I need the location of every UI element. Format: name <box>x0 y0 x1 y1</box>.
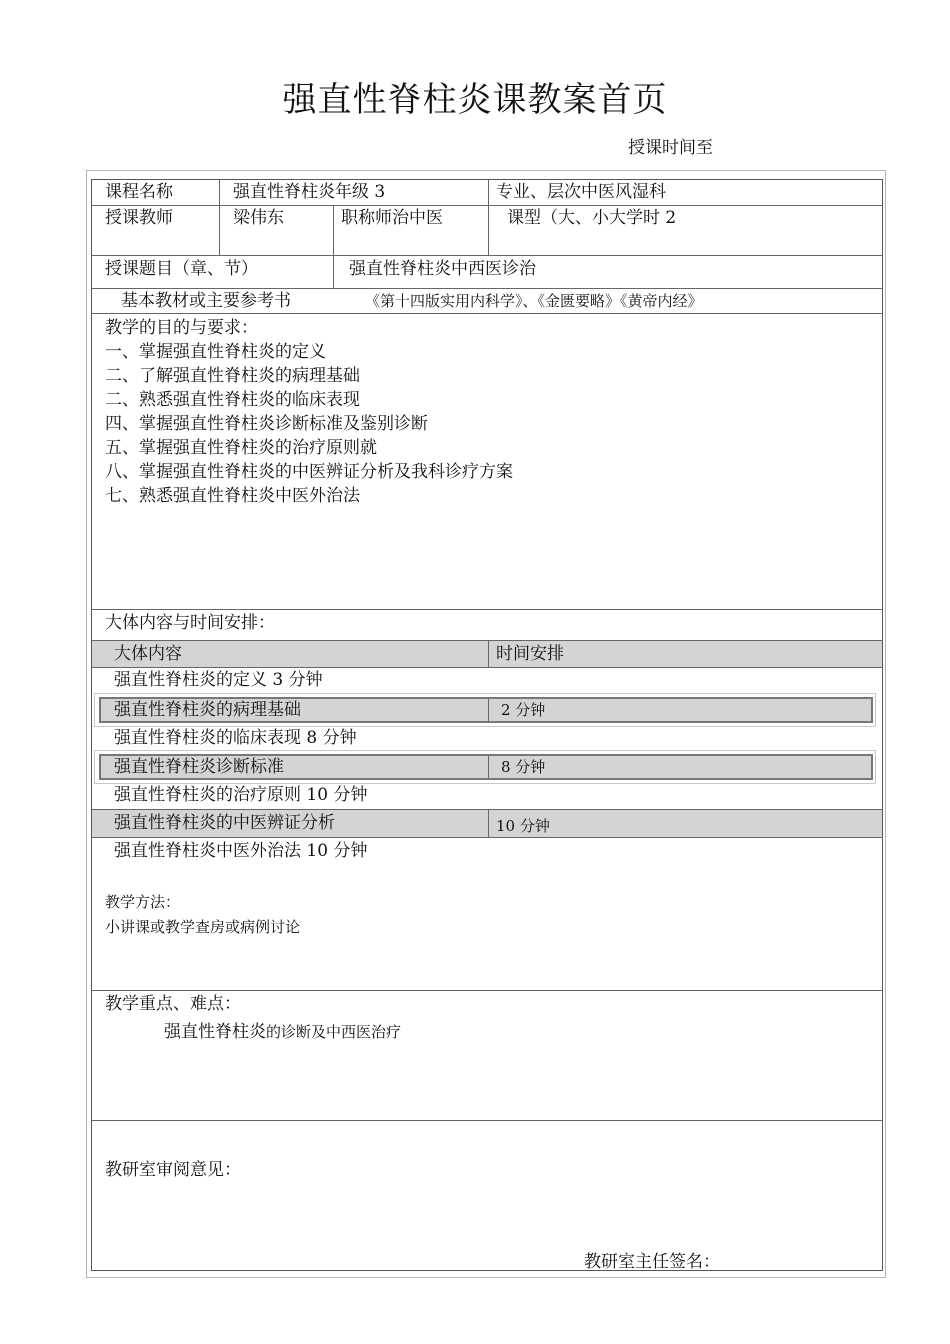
col-divider <box>488 699 489 721</box>
row-divider <box>91 313 883 314</box>
row-divider <box>91 255 883 256</box>
col-header-time: 时间安排 <box>496 644 564 664</box>
schedule-row-content: 强直性脊柱炎的中医辨证分析 <box>114 813 335 833</box>
objective-item: 四、掌握强直性脊柱炎诊断标准及鉴别诊断 <box>105 414 428 434</box>
row-divider <box>91 609 883 610</box>
course-type-label: 课型（大、小大学时 2 <box>507 208 677 228</box>
course-name-value: 强直性脊柱炎年级 3 <box>233 182 386 202</box>
teach-time-label: 授课时间至 <box>628 138 713 158</box>
method-value: 小讲课或教学查房或病例讨论 <box>105 918 301 936</box>
reference-value: 《第十四版实用内科学》、《金匮要略》《黄帝内经》 <box>365 292 703 310</box>
row-divider <box>91 288 883 289</box>
col-divider <box>333 255 334 288</box>
teacher-label: 授课教师 <box>105 208 173 228</box>
objectives-heading: 教学的目的与要求： <box>105 318 258 338</box>
topic-value: 强直性脊柱炎中西医诊治 <box>349 259 536 279</box>
row-divider <box>91 990 883 991</box>
col-divider <box>219 179 220 255</box>
row-divider <box>91 837 883 838</box>
col-divider <box>488 179 489 255</box>
key-points-main: 强直性脊柱炎 <box>164 1022 266 1042</box>
objective-item: 八、掌握强直性脊柱炎的中医辨证分析及我科诊疗方案 <box>105 462 513 482</box>
row-divider <box>91 667 883 668</box>
schedule-header-row <box>92 641 882 667</box>
method-heading: 教学方法： <box>105 893 181 911</box>
objective-item: 五、掌握强直性脊柱炎的治疗原则就 <box>105 438 377 458</box>
topic-label: 授课题目（章、节） <box>105 259 258 279</box>
schedule-row-content: 强直性脊柱炎的临床表现 8 分钟 <box>114 728 357 748</box>
reference-label: 基本教材或主要参考书 <box>121 291 291 311</box>
schedule-row-content: 强直性脊柱炎的定义 3 分钟 <box>114 670 323 690</box>
key-points-rest: 的诊断及中西医治疗 <box>266 1023 402 1041</box>
row-divider <box>91 205 883 206</box>
schedule-row-content: 强直性脊柱炎的病理基础 <box>114 700 301 720</box>
col-divider <box>488 756 489 778</box>
objective-item: 一、掌握强直性脊柱炎的定义 <box>105 342 326 362</box>
review-heading: 教研室审阅意见： <box>105 1160 241 1180</box>
objective-item: 二、了解强直性脊柱炎的病理基础 <box>105 366 360 386</box>
director-signature-label: 教研室主任签名： <box>584 1252 720 1272</box>
col-header-content: 大体内容 <box>114 644 182 664</box>
objective-item: 二、熟悉强直性脊柱炎的临床表现 <box>105 390 360 410</box>
schedule-row-time: 2 分钟 <box>501 701 546 719</box>
teacher-value: 梁伟东 <box>233 208 284 228</box>
schedule-heading: 大体内容与时间安排： <box>105 613 275 633</box>
major-level-label: 专业、层次中医风湿科 <box>496 182 666 202</box>
key-points-value <box>164 1021 401 1043</box>
col-divider <box>488 810 489 837</box>
schedule-row-content: 强直性脊柱炎的治疗原则 10 分钟 <box>114 785 368 805</box>
objective-item: 七、熟悉强直性脊柱炎中医外治法 <box>105 486 360 506</box>
schedule-row-time: 10 分钟 <box>496 817 550 835</box>
col-divider <box>333 205 334 255</box>
key-points-heading: 教学重点、难点： <box>105 994 241 1014</box>
document-title: 强直性脊柱炎课教案首页 <box>282 80 668 120</box>
schedule-row-time: 8 分钟 <box>501 758 546 776</box>
schedule-row-content: 强直性脊柱炎中医外治法 10 分钟 <box>114 841 368 861</box>
row-divider <box>91 1120 883 1121</box>
col-divider <box>488 641 489 667</box>
title-rank-label: 职称师治中医 <box>341 208 443 228</box>
schedule-row-content: 强直性脊柱炎诊断标准 <box>114 757 284 777</box>
course-name-label: 课程名称 <box>105 182 173 202</box>
